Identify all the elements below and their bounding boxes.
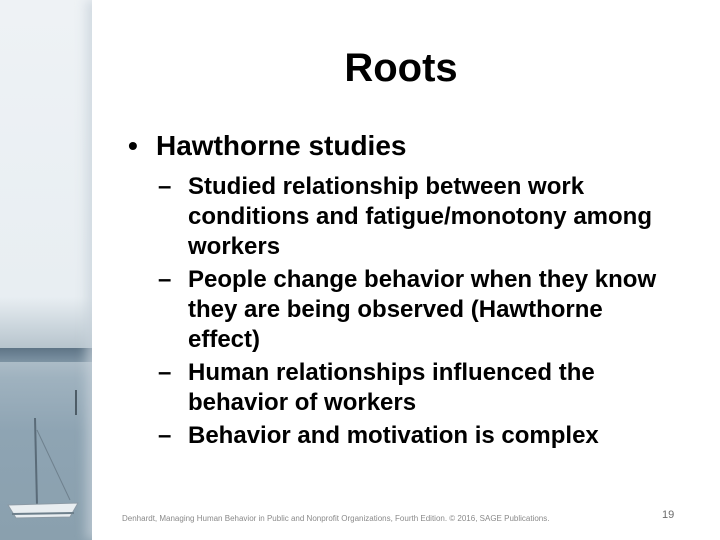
sub-bullet-text: Human relationships influenced the behavior of workers: [188, 359, 595, 416]
sub-bullet-text: Behavior and motivation is complex: [188, 422, 599, 449]
bullet-item: [128, 130, 688, 162]
sub-bullet-item: [158, 265, 688, 355]
dash-symbol: –: [158, 266, 172, 293]
sub-bullet-text: Studied relationship between work conditions and fatigue/monotony among workers: [188, 173, 652, 260]
sub-bullet-item: [158, 358, 688, 418]
slide-content: [128, 130, 688, 454]
sub-bullet-list: [158, 172, 688, 451]
sub-bullet-item: [158, 421, 688, 451]
dash-symbol: –: [158, 359, 172, 386]
sailboat-illustration: [0, 0, 92, 540]
sub-bullet-item: [158, 172, 688, 262]
dash-symbol: –: [158, 422, 172, 449]
dash-symbol: –: [158, 173, 172, 200]
sub-bullet-text: People change behavior when they know they are being observed (Hawthorne effect): [188, 266, 657, 353]
footer-citation: Denhardt, Managing Human Behavior in Public and Nonprofit Organizations, Fourth Edition. © 2016, SAGE Publications.: [122, 514, 550, 523]
background-photo: [0, 0, 92, 540]
bullet-text: Hawthorne studies: [156, 130, 407, 161]
bullet-symbol: •: [128, 130, 138, 161]
slide-title: Roots: [344, 46, 458, 90]
page-number: 19: [662, 509, 675, 521]
